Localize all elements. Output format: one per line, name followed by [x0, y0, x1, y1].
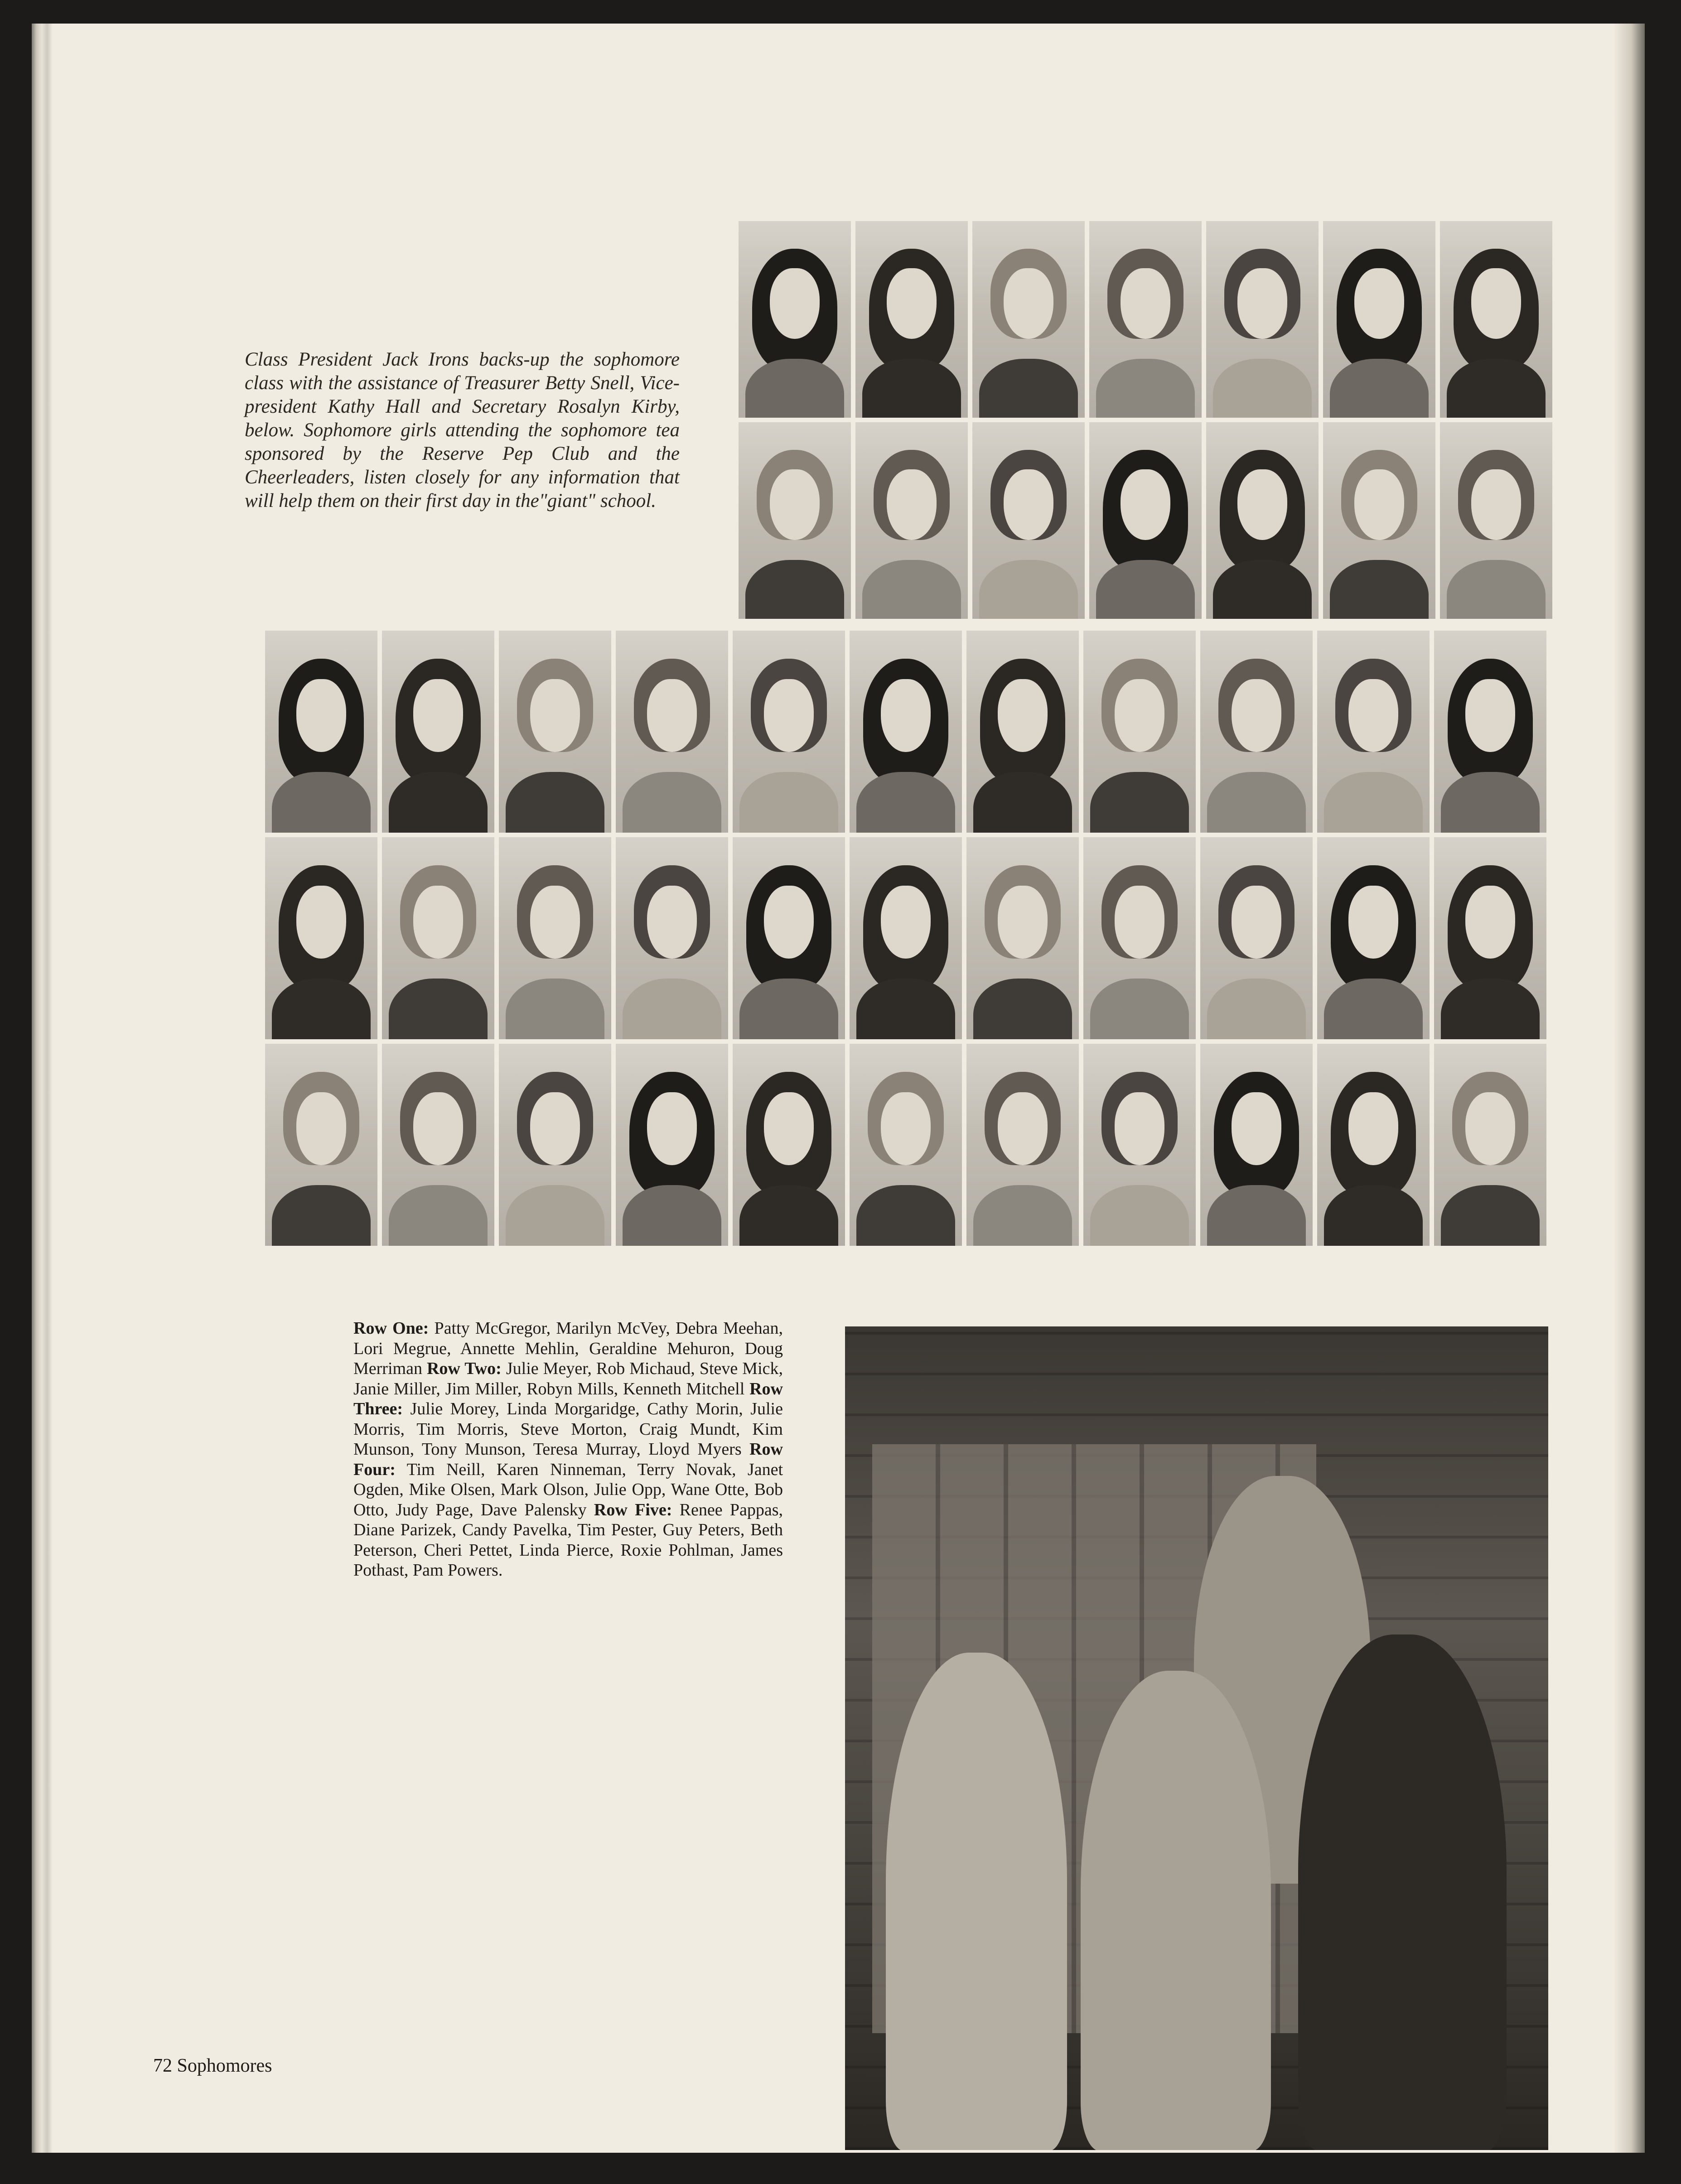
student-portrait [739, 422, 851, 619]
student-portrait [733, 837, 845, 1039]
student-portrait [1083, 1044, 1196, 1246]
portrait-body [1330, 560, 1429, 619]
portrait-face [764, 679, 813, 752]
seated-student-left [886, 1653, 1067, 2150]
student-portrait [855, 422, 968, 619]
portrait-body [623, 979, 721, 1039]
student-portrait [616, 837, 728, 1039]
student-portrait [265, 1044, 377, 1246]
portrait-body [979, 359, 1078, 418]
portrait-face [530, 679, 580, 752]
portrait-face [1237, 469, 1287, 540]
student-portrait [382, 1044, 494, 1246]
student-portrait [1323, 221, 1435, 418]
portrait-body [856, 772, 955, 833]
portrait-body [623, 772, 721, 833]
student-portrait [1206, 221, 1319, 418]
portrait-face [530, 1092, 580, 1165]
student-portrait [499, 1044, 611, 1246]
portrait-body [739, 979, 838, 1039]
name-roster [353, 1318, 783, 1581]
portrait-body [623, 1185, 721, 1246]
portrait-face [413, 1092, 463, 1165]
student-portrait [850, 1044, 962, 1246]
student-portrait [265, 631, 377, 833]
portrait-body [1330, 359, 1429, 418]
portrait-face [998, 1092, 1047, 1165]
portrait-body [745, 359, 844, 418]
portrait-body [272, 772, 371, 833]
portrait-face [1237, 268, 1287, 339]
portrait-face [647, 1092, 696, 1165]
student-portrait [1200, 1044, 1313, 1246]
student-portrait [966, 631, 1079, 833]
portrait-face [1354, 268, 1404, 339]
student-portrait [382, 631, 494, 833]
portrait-body [1096, 359, 1195, 418]
portrait-body [1090, 979, 1189, 1039]
student-portrait [733, 631, 845, 833]
portrait-face [296, 679, 346, 752]
student-portrait [1434, 837, 1546, 1039]
student-portrait [616, 631, 728, 833]
portrait-body [739, 772, 838, 833]
portrait-face [1121, 268, 1170, 339]
portrait-face [764, 1092, 813, 1165]
student-portrait [1083, 837, 1196, 1039]
portrait-body [389, 1185, 488, 1246]
row-three-names: Julie Morey, Linda Morgaridge, Cathy Morin, Julie Morris, Tim Morris, Steve Morton, Craig Mundt, Kim Munson, Tony Munson, Teresa Murray, Lloyd Myers [353, 1399, 783, 1459]
photo-caption: Class President Jack Irons backs-up the sophomore class with the assistance of Treasurer Betty Snell, Vice-president Kathy Hall and Secretary Rosalyn Kirby, below. Sophomore girls attending the sophomore tea sponsored by the Reserve Pep Club and the Cheerleaders, listen closely for any information that will help them on their first day in the"giant" school. [245, 349, 680, 511]
student-portrait [972, 221, 1085, 418]
portrait-face [1004, 469, 1053, 540]
student-portrait [739, 221, 851, 418]
portrait-body [1324, 772, 1423, 833]
student-portrait [1083, 631, 1196, 833]
portrait-body [1213, 359, 1312, 418]
student-portrait [1440, 422, 1552, 619]
student-portrait [382, 837, 494, 1039]
student-portrait [1200, 837, 1313, 1039]
portrait-face [296, 1092, 346, 1165]
portrait-face [770, 469, 819, 540]
portrait-body [862, 359, 961, 418]
portrait-body [506, 772, 604, 833]
portrait-face [413, 679, 463, 752]
portrait-body [1090, 1185, 1189, 1246]
row-two-names: Julie Meyer, Rob Michaud, Steve Mick, Janie Miller, Jim Miller, Robyn Mills, Kenneth Mitchell [353, 1359, 783, 1398]
portrait-face [998, 679, 1047, 752]
portrait-body [1207, 1185, 1306, 1246]
portrait-face [881, 679, 930, 752]
portrait-face [1232, 886, 1281, 959]
page-binding-edge [32, 24, 53, 2153]
student-portrait [616, 1044, 728, 1246]
student-portrait [1206, 422, 1319, 619]
portrait-body [1207, 772, 1306, 833]
portrait-body [1447, 560, 1546, 619]
portrait-face [881, 886, 930, 959]
seated-student-right [1298, 1634, 1507, 2150]
portrait-body [1447, 359, 1546, 418]
row-four-names: Tim Neill, Karen Ninneman, Terry Novak, Janet Ogden, Mike Olsen, Mark Olson, Julie Opp, Wane Otte, Bob Otto, Judy Page, Dave Palensky [353, 1460, 783, 1519]
student-portrait [1317, 837, 1430, 1039]
portrait-body [745, 560, 844, 619]
portrait-face [1348, 1092, 1398, 1165]
portrait-body [973, 979, 1072, 1039]
student-portrait [1200, 631, 1313, 833]
portrait-body [1213, 560, 1312, 619]
student-portrait [265, 837, 377, 1039]
portrait-face [1121, 469, 1170, 540]
portrait-face [413, 886, 463, 959]
portrait-body [973, 1185, 1072, 1246]
portrait-face [296, 886, 346, 959]
student-portrait [1317, 1044, 1430, 1246]
portrait-body [1324, 1185, 1423, 1246]
portrait-face [1115, 1092, 1164, 1165]
portrait-face [887, 469, 936, 540]
row-four-label: Row Four: [353, 1440, 783, 1479]
portrait-face [881, 1092, 930, 1165]
portrait-body [739, 1185, 838, 1246]
portrait-body [506, 979, 604, 1039]
portrait-face [887, 268, 936, 339]
portrait-body [272, 979, 371, 1039]
student-portrait [855, 221, 968, 418]
portrait-body [1090, 772, 1189, 833]
row-three-label: Row Three: [353, 1379, 783, 1418]
portrait-body [506, 1185, 604, 1246]
portrait-body [979, 560, 1078, 619]
portrait-face [1115, 679, 1164, 752]
portrait-face [1004, 268, 1053, 339]
portrait-body [862, 560, 961, 619]
student-portrait [850, 837, 962, 1039]
page-right-edge [1613, 24, 1645, 2153]
portrait-face [1115, 886, 1164, 959]
student-portrait [966, 1044, 1079, 1246]
portrait-grid-bottom [265, 631, 1546, 1246]
row-one-names: Patty McGregor, Marilyn McVey, Debra Meehan, Lori Megrue, Annette Mehlin, Geraldine Mehuron, Doug Merriman [353, 1319, 783, 1378]
portrait-grid-top [739, 221, 1552, 619]
student-portrait [1089, 221, 1202, 418]
portrait-face [530, 886, 580, 959]
page-folio: 72 Sophomores [153, 2055, 272, 2076]
student-portrait [1440, 221, 1552, 418]
student-portrait [499, 837, 611, 1039]
portrait-face [1465, 886, 1515, 959]
portrait-body [1096, 560, 1195, 619]
portrait-face [1465, 679, 1515, 752]
portrait-face [1348, 886, 1398, 959]
portrait-body [1207, 979, 1306, 1039]
portrait-face [1232, 679, 1281, 752]
student-portrait [850, 631, 962, 833]
portrait-body [389, 979, 488, 1039]
student-portrait [733, 1044, 845, 1246]
student-portrait [1434, 631, 1546, 833]
portrait-body [1441, 979, 1540, 1039]
student-portrait [1434, 1044, 1546, 1246]
student-portrait [972, 422, 1085, 619]
portrait-face [647, 679, 696, 752]
portrait-face [1471, 469, 1521, 540]
portrait-face [1465, 1092, 1515, 1165]
portrait-face [770, 268, 819, 339]
portrait-face [647, 886, 696, 959]
row-one-label: Row One: [353, 1319, 429, 1338]
seated-student-middle [1081, 1671, 1271, 2150]
portrait-face [1232, 1092, 1281, 1165]
student-portrait [1317, 631, 1430, 833]
portrait-body [973, 772, 1072, 833]
portrait-body [856, 979, 955, 1039]
portrait-face [1471, 268, 1521, 339]
portrait-body [1441, 772, 1540, 833]
class-officers-photo [845, 1326, 1548, 2150]
row-five-label: Row Five: [594, 1500, 672, 1519]
portrait-face [764, 886, 813, 959]
student-portrait [1089, 422, 1202, 619]
portrait-body [272, 1185, 371, 1246]
student-portrait [1323, 422, 1435, 619]
portrait-face [1348, 679, 1398, 752]
portrait-body [1441, 1185, 1540, 1246]
portrait-body [389, 772, 488, 833]
portrait-face [1354, 469, 1404, 540]
row-five-names: Renee Pappas, Diane Parizek, Candy Pavelka, Tim Pester, Guy Peters, Beth Peterson, Cheri Pettet, Linda Pierce, Roxie Pohlman, James Pothast, Pam Powers. [353, 1500, 783, 1580]
portrait-body [1324, 979, 1423, 1039]
portrait-body [856, 1185, 955, 1246]
row-two-label: Row Two: [426, 1359, 502, 1378]
student-portrait [966, 837, 1079, 1039]
student-portrait [499, 631, 611, 833]
portrait-face [998, 886, 1047, 959]
